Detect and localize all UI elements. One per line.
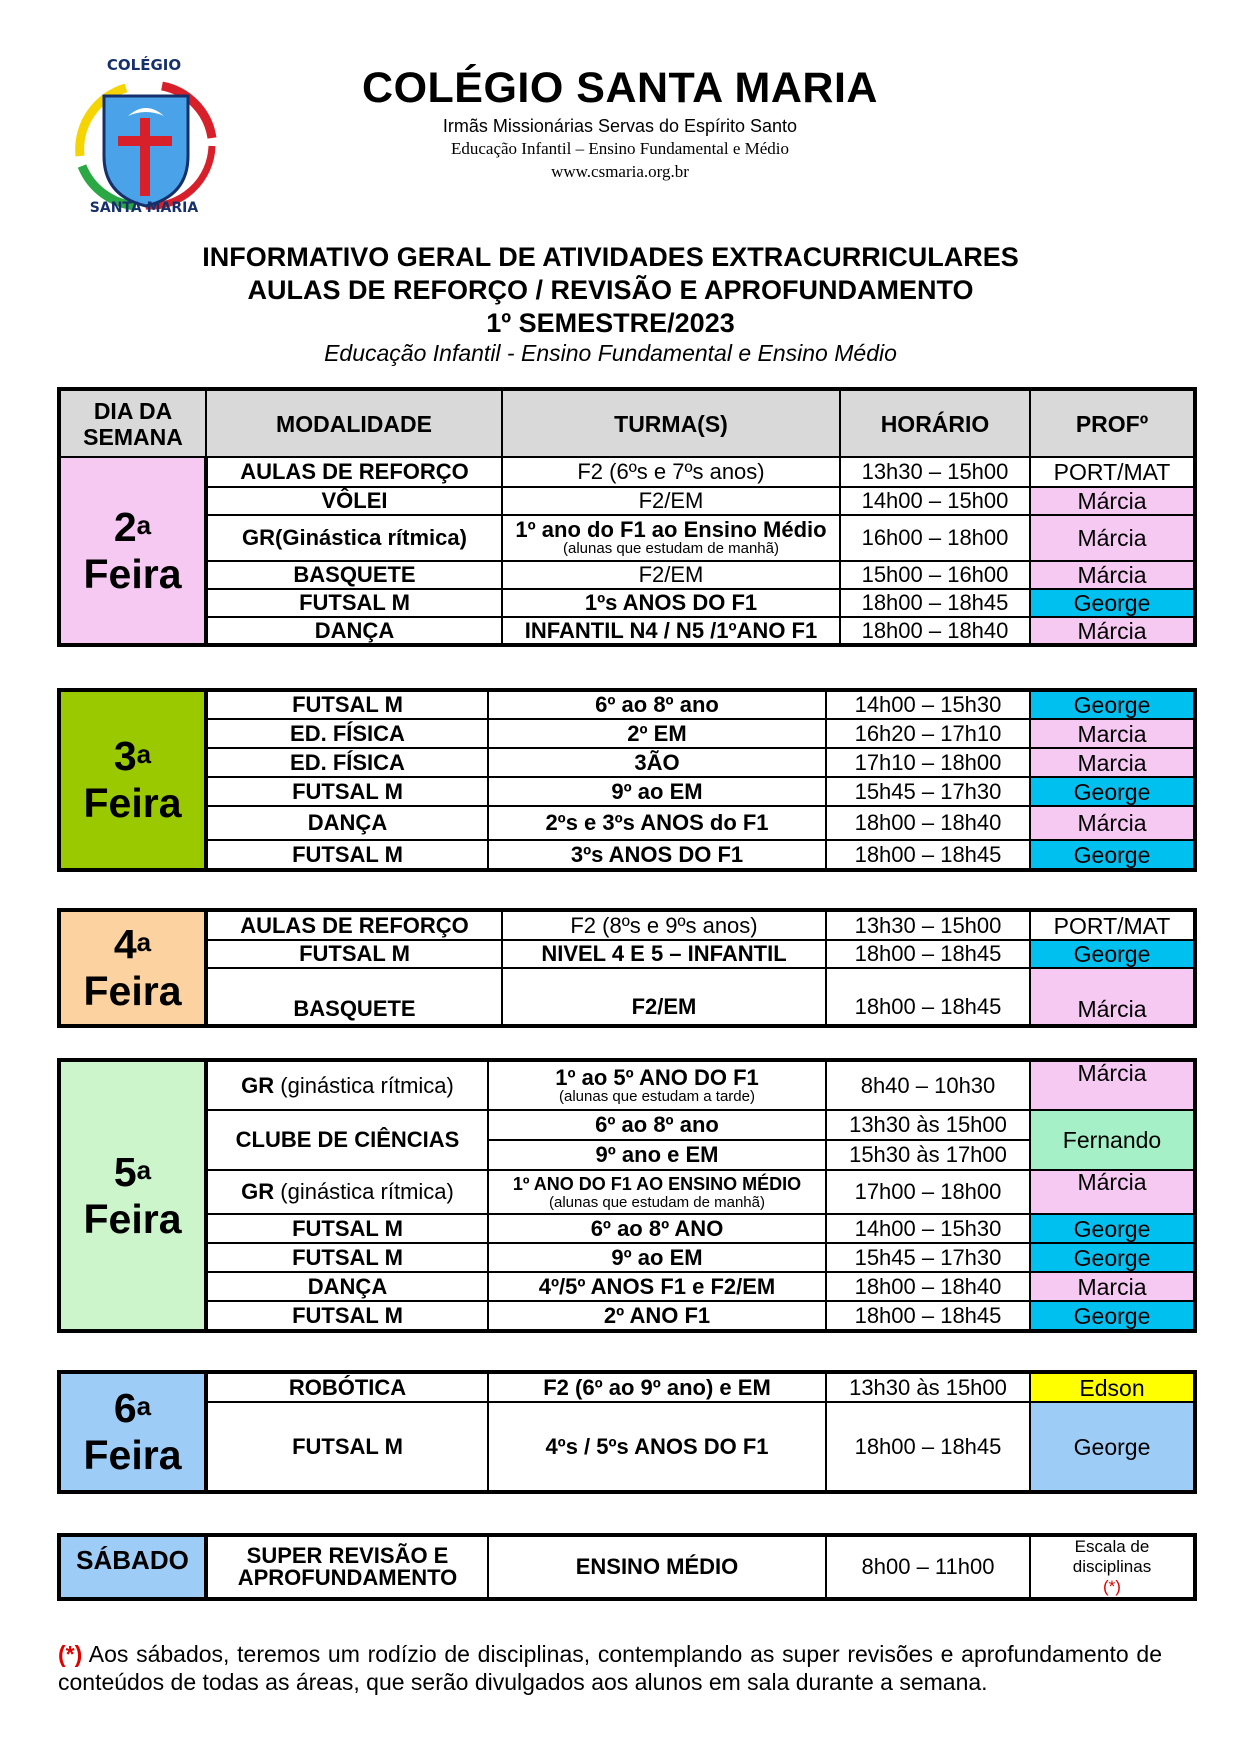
- modalidade-cell: FUTSAL M: [206, 777, 488, 806]
- horario-cell: 14h00 – 15h30: [826, 1214, 1030, 1243]
- modalidade-cell: CLUBE DE CIÊNCIAS: [206, 1110, 488, 1170]
- turma-cell: NIVEL 4 E 5 – INFANTIL: [502, 940, 826, 968]
- prof-cell: Fernando: [1030, 1110, 1195, 1170]
- modalidade-cell: BASQUETE: [206, 561, 502, 589]
- horario-cell: 16h20 – 17h10: [826, 719, 1030, 748]
- prof-cell: George: [1030, 940, 1195, 968]
- modalidade-cell: ED. FÍSICA: [206, 719, 488, 748]
- table-row: [59, 840, 1195, 870]
- table-row: [59, 1535, 1195, 1599]
- turma-cell: 6º ao 8º ano: [488, 1110, 826, 1140]
- horario-cell: 18h00 – 18h45: [840, 589, 1030, 617]
- modalidade-cell: AULAS DE REFORÇO: [206, 910, 502, 940]
- prof-cell: George: [1030, 777, 1195, 806]
- table-row: [59, 748, 1195, 777]
- horario-cell: 15h30 às 17h00: [826, 1140, 1030, 1170]
- day-saturday: SÁBADO: [59, 1535, 206, 1599]
- header-modalidade: MODALIDADE: [206, 389, 502, 457]
- prof-cell: Márcia: [1030, 487, 1195, 515]
- modalidade-cell: ED. FÍSICA: [206, 748, 488, 777]
- modalidade-cell: FUTSAL M: [206, 1301, 488, 1331]
- table-row: [59, 515, 1195, 561]
- logo-top-text: COLÉGIO: [106, 56, 182, 74]
- horario-cell: 13h30 – 15h00: [826, 910, 1030, 940]
- horario-cell: 13h30 – 15h00: [840, 457, 1030, 487]
- turma-cell: 1ºs ANOS DO F1: [502, 589, 840, 617]
- modalidade-cell: GR (ginástica rítmica): [206, 1170, 488, 1214]
- prof-cell: Márcia: [1030, 561, 1195, 589]
- table-row: [59, 1170, 1195, 1214]
- table-row: [59, 1110, 1195, 1140]
- modalidade-cell: BASQUETE: [206, 968, 502, 1026]
- table-row: [59, 1214, 1195, 1243]
- table-row: [59, 777, 1195, 806]
- header-prof: PROFº: [1030, 389, 1195, 457]
- horario-cell: 8h40 – 10h30: [826, 1060, 1030, 1110]
- horario-cell: 18h00 – 18h45: [826, 1301, 1030, 1331]
- doc-title-line1: INFORMATIVO GERAL DE ATIVIDADES EXTRACURRICULARES: [202, 242, 1019, 272]
- header-turmas: TURMA(S): [502, 389, 840, 457]
- modalidade-cell: FUTSAL M: [206, 940, 502, 968]
- horario-cell: 16h00 – 18h00: [840, 515, 1030, 561]
- horario-cell: 18h00 – 18h40: [840, 617, 1030, 645]
- table-row: [59, 1372, 1195, 1402]
- modalidade-cell: FUTSAL M: [206, 690, 488, 719]
- modalidade-cell: FUTSAL M: [206, 1214, 488, 1243]
- prof-cell: Marcia: [1030, 748, 1195, 777]
- modalidade-cell: FUTSAL M: [206, 589, 502, 617]
- footnote-text: Aos sábados, teremos um rodízio de disciplinas, contemplando as super revisões e aprofundamento de conteúdos de todas as áreas, que serão divulgados aos alunos em sala durante a semana.: [58, 1641, 1162, 1695]
- turma-cell: F2/EM: [502, 561, 840, 589]
- horario-cell: 15h45 – 17h30: [826, 1243, 1030, 1272]
- table-row: [59, 1243, 1195, 1272]
- modalidade-cell: SUPER REVISÃO E APROFUNDAMENTO: [206, 1535, 488, 1599]
- prof-cell: George: [1030, 589, 1195, 617]
- turma-cell: F2/EM: [502, 968, 826, 1026]
- table-row: [59, 1060, 1195, 1110]
- header-horario: HORÁRIO: [840, 389, 1030, 457]
- horario-cell: 8h00 – 11h00: [826, 1535, 1030, 1599]
- turma-cell: F2 (6º ao 9º ano) e EM: [488, 1372, 826, 1402]
- horario-cell: 13h30 às 15h00: [826, 1110, 1030, 1140]
- prof-cell: Márcia: [1030, 617, 1195, 645]
- horario-cell: 17h00 – 18h00: [826, 1170, 1030, 1214]
- turma-cell: 6º ao 8º ANO: [488, 1214, 826, 1243]
- table-row: [59, 1272, 1195, 1301]
- doc-title-line2: AULAS DE REFORÇO / REVISÃO E APROFUNDAMENTO: [247, 275, 974, 305]
- website-text: www.csmaria.org.br: [551, 162, 689, 181]
- horario-cell: 15h00 – 16h00: [840, 561, 1030, 589]
- table-row: [59, 910, 1195, 940]
- modalidade-cell: DANÇA: [206, 1272, 488, 1301]
- table-row: [59, 487, 1195, 515]
- modalidade-cell: AULAS DE REFORÇO: [206, 457, 502, 487]
- tuesday-table: [57, 688, 1197, 872]
- table-row: [59, 1402, 1195, 1492]
- turma-cell: 9º ao EM: [488, 1243, 826, 1272]
- table-row: [59, 690, 1195, 719]
- horario-cell: 18h00 – 18h45: [826, 968, 1030, 1026]
- prof-cell: George: [1030, 1301, 1195, 1331]
- table-row: [59, 589, 1195, 617]
- turma-cell: 9º ao EM: [488, 777, 826, 806]
- modalidade-cell: VÔLEI: [206, 487, 502, 515]
- turma-cell: F2 (6ºs e 7ºs anos): [502, 457, 840, 487]
- turma-cell: F2/EM: [502, 487, 840, 515]
- table-row: [59, 457, 1195, 487]
- monday-table: [57, 387, 1197, 647]
- horario-cell: 15h45 – 17h30: [826, 777, 1030, 806]
- prof-cell: George: [1030, 840, 1195, 870]
- table-row: [59, 617, 1195, 645]
- turma-cell: 4º/5º ANOS F1 e F2/EM: [488, 1272, 826, 1301]
- turma-cell: 9º ano e EM: [488, 1140, 826, 1170]
- horario-cell: 18h00 – 18h40: [826, 806, 1030, 840]
- modalidade-cell: FUTSAL M: [206, 1243, 488, 1272]
- table-row: [59, 719, 1195, 748]
- prof-cell: George: [1030, 1243, 1195, 1272]
- turma-cell: 2º ANO F1: [488, 1301, 826, 1331]
- prof-cell: Márcia: [1030, 968, 1195, 1026]
- prof-cell: Escala de disciplinas (*): [1030, 1535, 1195, 1599]
- table-row: [59, 561, 1195, 589]
- levels-text: Educação Infantil – Ensino Fundamental e Médio: [450, 139, 790, 158]
- modalidade-cell: FUTSAL M: [206, 1402, 488, 1492]
- turma-cell: 6º ao 8º ano: [488, 690, 826, 719]
- logo-bottom-text: SANTA MARIA: [89, 200, 199, 216]
- day-thursday: 5$^a$ Feira: [59, 1060, 206, 1331]
- modalidade-cell: FUTSAL M: [206, 840, 488, 870]
- turma-cell: 2º EM: [488, 719, 826, 748]
- thursday-table: [57, 1058, 1197, 1333]
- table-row: [59, 940, 1195, 968]
- crest-icon: [66, 56, 222, 220]
- friday-table: [57, 1370, 1197, 1494]
- footnote-mark: (*): [58, 1641, 83, 1667]
- prof-cell: George: [1030, 1214, 1195, 1243]
- turma-cell: 3ÃO: [488, 748, 826, 777]
- prof-cell: George: [1030, 690, 1195, 719]
- turma-cell: 1º ao 5º ANO DO F1 (alunas que estudam a tarde): [488, 1060, 826, 1110]
- prof-cell: Márcia: [1030, 806, 1195, 840]
- turma-cell: 2ºs e 3ºs ANOS do F1: [488, 806, 826, 840]
- prof-cell: George: [1030, 1402, 1195, 1492]
- header-dia: DIA DA SEMANA: [59, 389, 206, 457]
- prof-cell: Márcia: [1030, 1170, 1195, 1214]
- doc-subtitle: Educação Infantil - Ensino Fundamental e Ensino Médio: [324, 340, 897, 366]
- table-header-row: [59, 389, 1195, 457]
- prof-cell: Marcia: [1030, 719, 1195, 748]
- saturday-table: [57, 1533, 1197, 1601]
- congregation-text: Irmãs Missionárias Servas do Espírito Santo: [442, 116, 798, 136]
- prof-cell: PORT/MAT: [1030, 457, 1195, 487]
- school-logo: [66, 56, 222, 220]
- horario-cell: 13h30 às 15h00: [826, 1372, 1030, 1402]
- day-wednesday: 4$^a$ Feira: [59, 910, 206, 1026]
- horario-cell: 14h00 – 15h00: [840, 487, 1030, 515]
- horario-cell: 18h00 – 18h45: [826, 840, 1030, 870]
- day-tuesday: 3$^a$ Feira: [59, 690, 206, 870]
- prof-cell: PORT/MAT: [1030, 910, 1195, 940]
- doc-title-line3: 1º SEMESTRE/2023: [486, 308, 735, 338]
- prof-cell: Edson: [1030, 1372, 1195, 1402]
- turma-cell: ENSINO MÉDIO: [488, 1535, 826, 1599]
- horario-cell: 18h00 – 18h45: [826, 940, 1030, 968]
- modalidade-cell: DANÇA: [206, 617, 502, 645]
- horario-cell: 14h00 – 15h30: [826, 690, 1030, 719]
- modalidade-cell: GR (ginástica rítmica): [206, 1060, 488, 1110]
- day-friday: 6$^a$ Feira: [59, 1372, 206, 1492]
- table-row: [59, 806, 1195, 840]
- horario-cell: 17h10 – 18h00: [826, 748, 1030, 777]
- modalidade-cell: GR(Ginástica rítmica): [206, 515, 502, 561]
- table-row: [59, 968, 1195, 1026]
- table-row: [59, 1301, 1195, 1331]
- footnote: [58, 1640, 1162, 1696]
- horario-cell: 18h00 – 18h45: [826, 1402, 1030, 1492]
- prof-cell: Márcia: [1030, 1060, 1195, 1110]
- day-monday: 2$^a$ Feira: [59, 457, 206, 645]
- horario-cell: 18h00 – 18h40: [826, 1272, 1030, 1301]
- wednesday-table: [57, 908, 1197, 1028]
- prof-cell: Márcia: [1030, 515, 1195, 561]
- school-name: COLÉGIO SANTA MARIA: [362, 64, 878, 112]
- turma-cell: 1º ano do F1 ao Ensino Médio (alunas que estudam de manhã): [502, 515, 840, 561]
- modalidade-cell: DANÇA: [206, 806, 488, 840]
- turma-cell: INFANTIL N4 / N5 /1ºANO F1: [502, 617, 840, 645]
- prof-cell: Marcia: [1030, 1272, 1195, 1301]
- modalidade-cell: ROBÓTICA: [206, 1372, 488, 1402]
- turma-cell: 4ºs / 5ºs ANOS DO F1: [488, 1402, 826, 1492]
- turma-cell: 1º ANO DO F1 AO ENSINO MÉDIO (alunas que estudam de manhã): [488, 1170, 826, 1214]
- turma-cell: F2 (8ºs e 9ºs anos): [502, 910, 826, 940]
- turma-cell: 3ºs ANOS DO F1: [488, 840, 826, 870]
